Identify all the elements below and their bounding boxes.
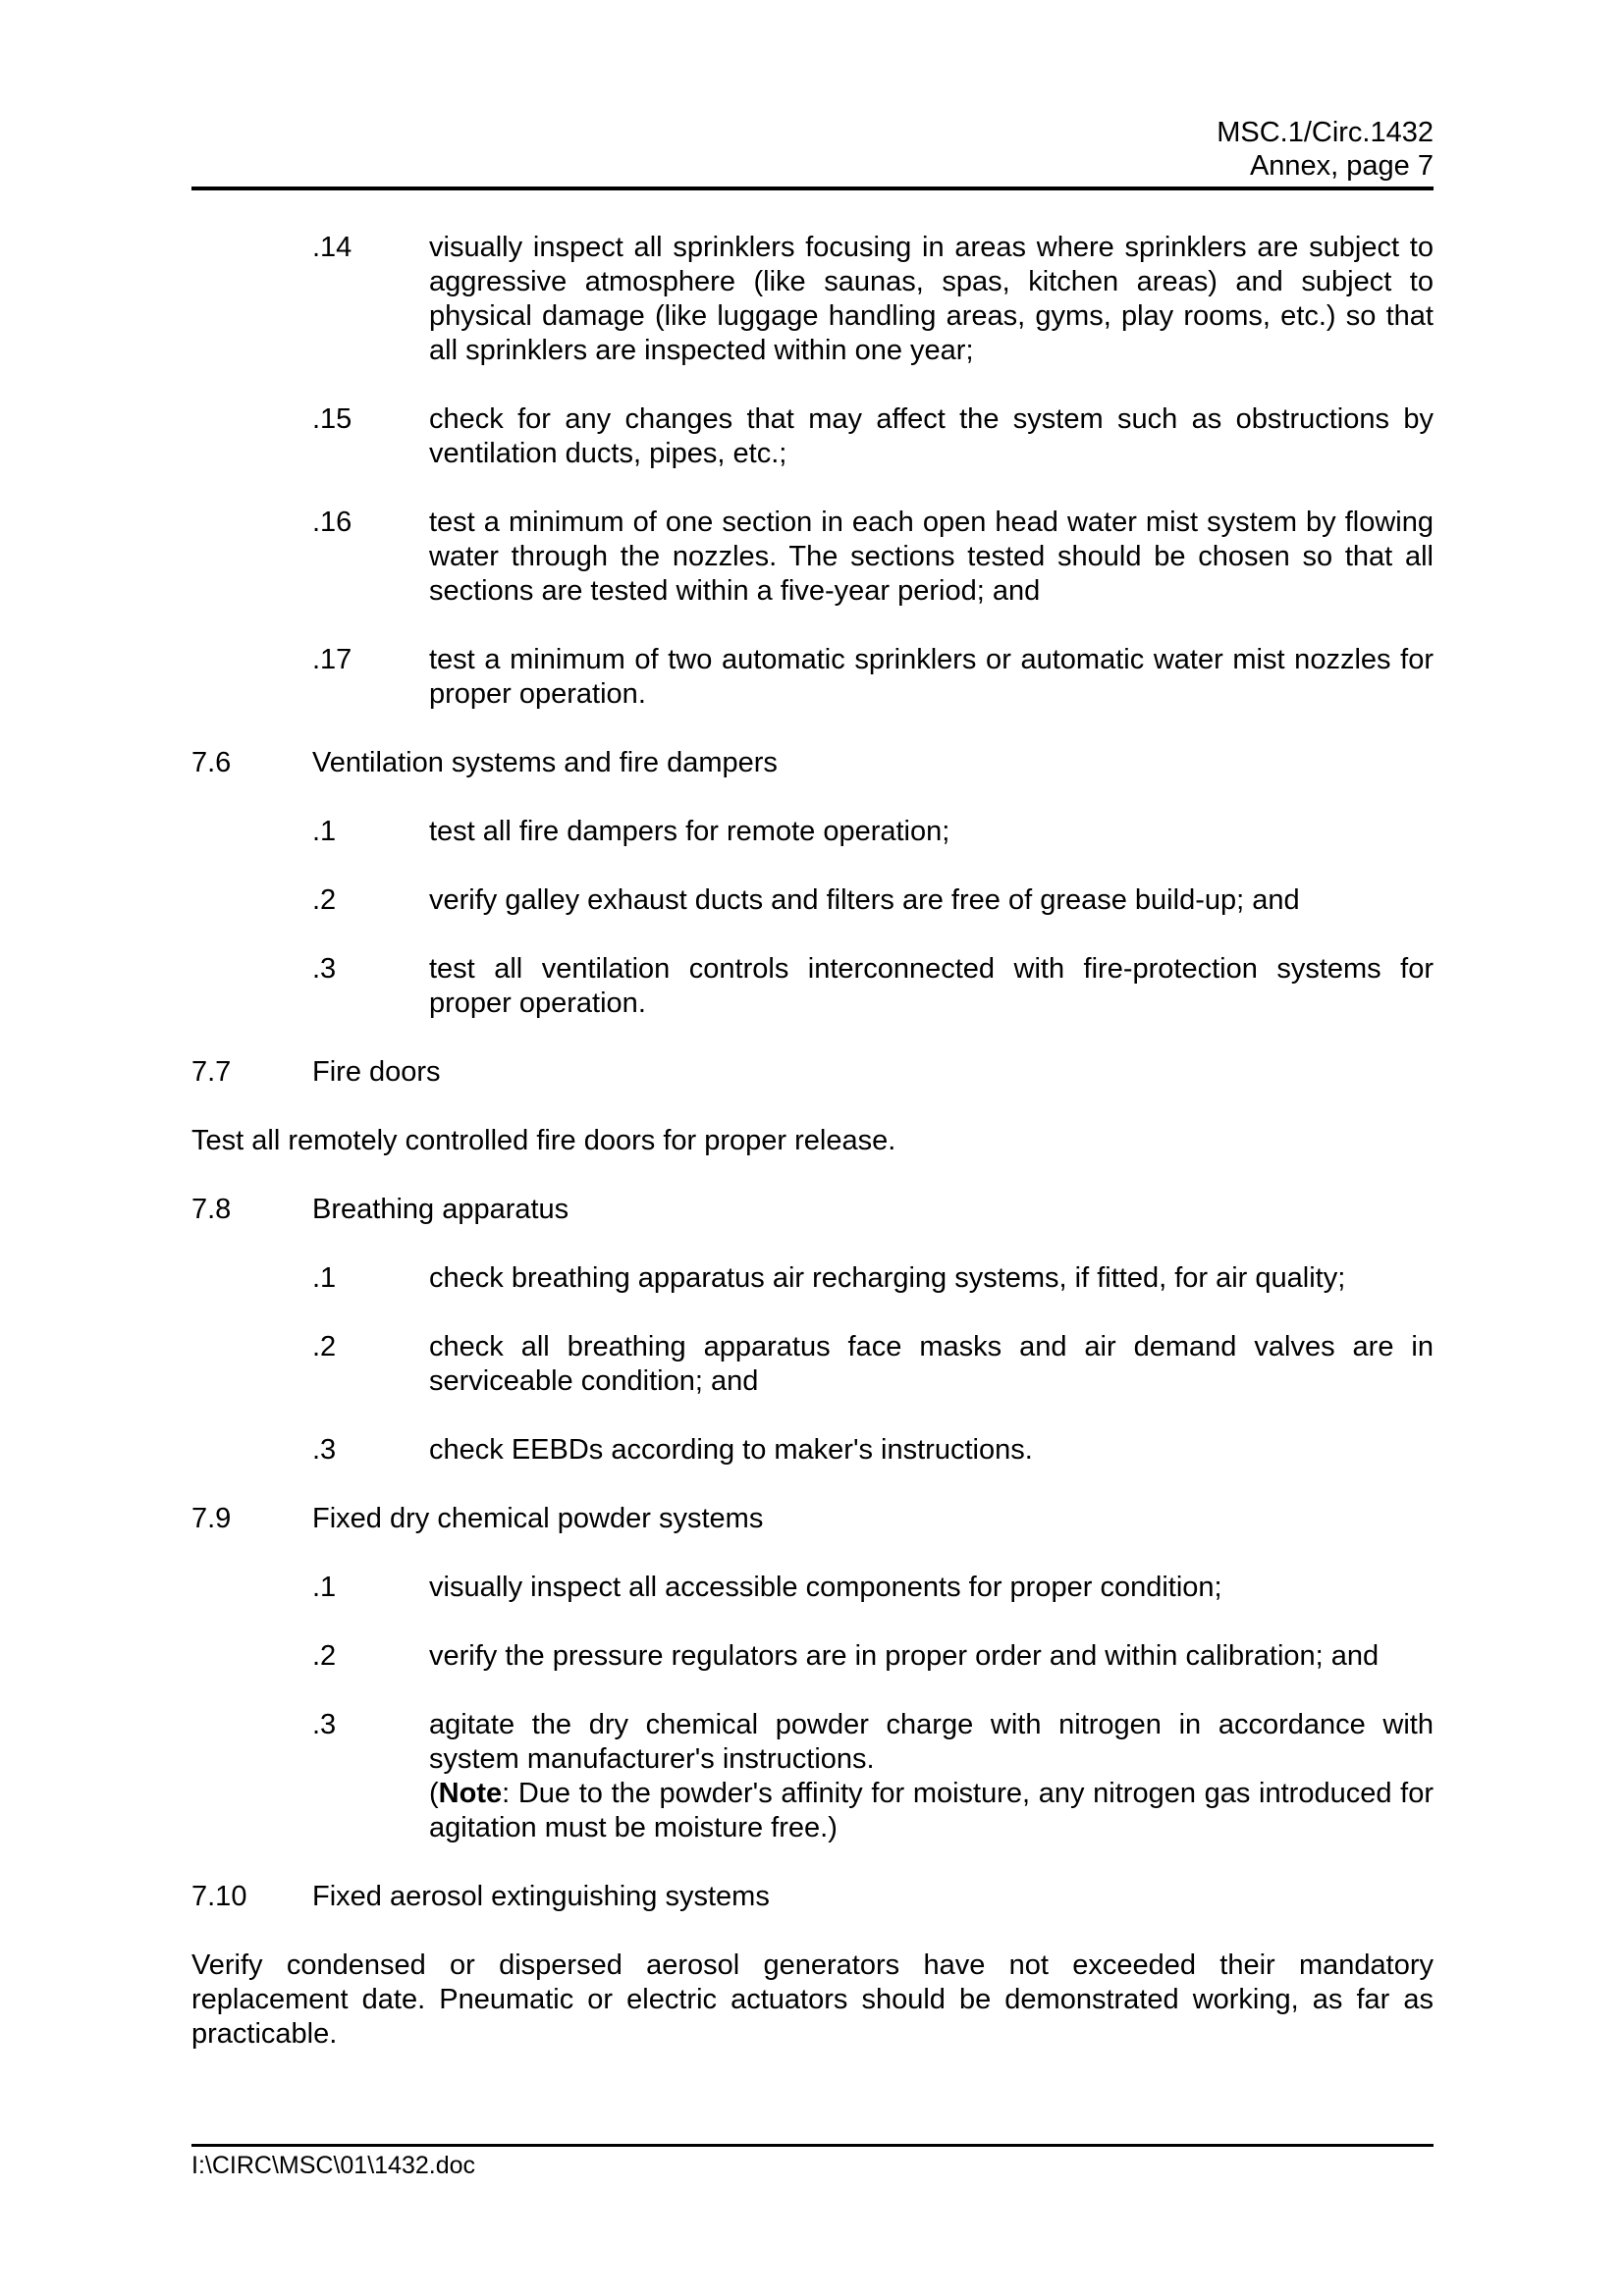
section-number: 7.6	[191, 747, 232, 778]
section-number: 7.10	[191, 1881, 247, 1912]
section-title: Fixed aerosol extinguishing systems	[312, 1881, 770, 1912]
item-text: check all breathing apparatus face masks and air demand valves are in serviceable condition; and	[429, 1331, 1434, 1397]
item-number: .16	[312, 507, 352, 538]
list-item	[191, 1708, 1434, 1845]
section-number: 7.9	[191, 1503, 232, 1534]
section-heading	[191, 1880, 1434, 1914]
item-note	[429, 1777, 1434, 1845]
body-blocks	[191, 231, 1434, 2052]
file-path: I:\CIRC\MSC\01\1432.doc	[191, 2152, 476, 2179]
item-text: test a minimum of one section in each open head water mist system by flowing water through the nozzles. The sections tested should be chosen so that all sections are tested within a five-year period; and	[429, 507, 1434, 607]
section-title: Fixed dry chemical powder systems	[312, 1503, 764, 1534]
list-item	[191, 952, 1434, 1021]
item-text: visually inspect all accessible components for proper condition;	[429, 1572, 1222, 1603]
page-footer	[191, 2144, 1434, 2180]
section-number: 7.7	[191, 1056, 232, 1088]
item-number: .1	[312, 816, 337, 847]
item-text: test all ventilation controls interconnected with fire-protection systems for proper operation.	[429, 953, 1434, 1019]
section-heading	[191, 746, 1434, 780]
list-item	[191, 1330, 1434, 1399]
item-number: .17	[312, 644, 352, 675]
annex-page-reference: Annex, page 7	[1249, 150, 1434, 182]
item-number: .1	[312, 1262, 337, 1294]
list-item	[191, 1433, 1434, 1468]
list-item	[191, 1639, 1434, 1674]
section-title: Breathing apparatus	[312, 1194, 569, 1225]
item-number: .2	[312, 1640, 337, 1672]
section-heading	[191, 1502, 1434, 1536]
section-title: Fire doors	[312, 1056, 441, 1088]
doc-reference: MSC.1/Circ.1432	[1217, 117, 1434, 148]
footer-rule	[191, 2144, 1434, 2147]
item-text: check breathing apparatus air recharging systems, if fitted, for air quality;	[429, 1262, 1346, 1294]
header-rule	[191, 187, 1434, 190]
note-open-paren: (	[429, 1778, 439, 1809]
section-heading	[191, 1055, 1434, 1090]
list-item	[191, 506, 1434, 609]
note-text: : Due to the powder's affinity for moisture, any nitrogen gas introduced for agitation must be moisture free.)	[429, 1778, 1434, 1843]
page-header	[191, 116, 1434, 183]
item-number: .14	[312, 232, 352, 263]
item-number: .3	[312, 953, 337, 985]
item-text: visually inspect all sprinklers focusing in areas where sprinklers are subject to aggressive atmosphere (like saunas, spas, kitchen areas) and subject to physical damage (like luggage handling areas, gyms, play rooms, etc.) so that all sprinklers are inspected within one year;	[429, 232, 1434, 366]
list-item	[191, 643, 1434, 712]
list-item	[191, 1571, 1434, 1605]
item-number: .1	[312, 1572, 337, 1603]
section-title: Ventilation systems and fire dampers	[312, 747, 778, 778]
item-text: test all fire dampers for remote operation;	[429, 816, 950, 847]
section-number: 7.8	[191, 1194, 232, 1225]
body-paragraph: Test all remotely controlled fire doors for proper release.	[191, 1125, 896, 1156]
section-heading	[191, 1193, 1434, 1227]
list-item	[191, 402, 1434, 471]
item-number: .2	[312, 884, 337, 916]
note-label: Note	[438, 1778, 503, 1809]
item-text: check EEBDs according to maker's instructions.	[429, 1434, 1033, 1466]
item-number: .3	[312, 1434, 337, 1466]
list-item	[191, 231, 1434, 368]
item-number: .2	[312, 1331, 337, 1362]
item-number: .3	[312, 1709, 337, 1740]
page-content	[191, 116, 1434, 2086]
item-text	[429, 1708, 1434, 1845]
body-paragraph: Verify condensed or dispersed aerosol generators have not exceeded their mandatory replacement date. Pneumatic or electric actuators should be demonstrated working, as far as practicable.	[191, 1949, 1434, 2050]
list-item	[191, 1261, 1434, 1296]
item-text: verify galley exhaust ducts and filters are free of grease build-up; and	[429, 884, 1300, 916]
item-text: check for any changes that may affect the system such as obstructions by ventilation ducts, pipes, etc.;	[429, 403, 1434, 469]
item-text: verify the pressure regulators are in proper order and within calibration; and	[429, 1640, 1380, 1672]
item-main-text: agitate the dry chemical powder charge with nitrogen in accordance with system manufacturer's instructions.	[429, 1709, 1434, 1775]
item-text: test a minimum of two automatic sprinklers or automatic water mist nozzles for proper operation.	[429, 644, 1434, 710]
item-number: .15	[312, 403, 352, 435]
list-item	[191, 883, 1434, 918]
list-item	[191, 815, 1434, 849]
